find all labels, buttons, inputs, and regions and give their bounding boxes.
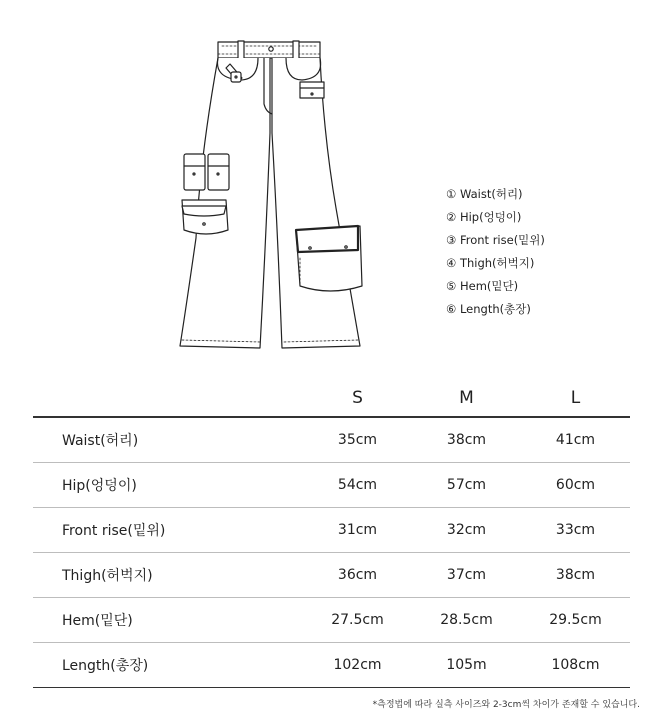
header-size-s: S — [303, 380, 412, 417]
cell-value: 54cm — [303, 463, 412, 508]
header-size-l: L — [521, 380, 630, 417]
legend-item-hip: ② Hip(엉덩이) — [446, 210, 522, 224]
cell-value: 37cm — [412, 553, 521, 598]
cell-value: 41cm — [521, 417, 630, 463]
cell-value: 32cm — [412, 508, 521, 553]
measurement-legend — [446, 183, 545, 321]
cell-value: 35cm — [303, 417, 412, 463]
header-size-m: M — [412, 380, 521, 417]
cell-value: 60cm — [521, 463, 630, 508]
cell-value: 36cm — [303, 553, 412, 598]
table-row — [33, 553, 630, 598]
row-label: Front rise(밑위) — [33, 508, 303, 553]
measurement-note: *측정법에 따라 실측 사이즈와 2-3cm씩 차이가 존재할 수 있습니다. — [372, 700, 640, 710]
header-blank — [33, 380, 303, 417]
waistband — [218, 41, 320, 59]
table-row — [33, 643, 630, 688]
cell-value: 27.5cm — [303, 598, 412, 643]
size-chart-table — [33, 380, 630, 688]
row-label: Thigh(허벅지) — [33, 553, 303, 598]
cargo-pants-illustration — [160, 38, 380, 354]
row-label: Hem(밑단) — [33, 598, 303, 643]
cell-value: 108cm — [521, 643, 630, 688]
legend-item-front-rise: ③ Front rise(밑위) — [446, 233, 545, 247]
right-cargo-pocket — [296, 226, 362, 291]
legend-item-length: ⑥ Length(총장) — [446, 302, 531, 316]
table-header-row — [33, 380, 630, 417]
row-label: Hip(엉덩이) — [33, 463, 303, 508]
cell-value: 38cm — [412, 417, 521, 463]
cell-value: 38cm — [521, 553, 630, 598]
row-label: Waist(허리) — [33, 417, 303, 463]
cell-value: 102cm — [303, 643, 412, 688]
right-leg — [272, 58, 360, 348]
cell-value: 33cm — [521, 508, 630, 553]
legend-item-thigh: ④ Thigh(허벅지) — [446, 256, 535, 270]
right-coin-pocket — [300, 82, 324, 98]
cell-value: 31cm — [303, 508, 412, 553]
cell-value: 57cm — [412, 463, 521, 508]
cell-value: 29.5cm — [521, 598, 630, 643]
table-row — [33, 417, 630, 463]
cell-value: 28.5cm — [412, 598, 521, 643]
legend-item-waist: ① Waist(허리) — [446, 187, 523, 201]
legend-item-hem: ⑤ Hem(밑단) — [446, 279, 519, 293]
table-row — [33, 508, 630, 553]
cell-value: 105m — [412, 643, 521, 688]
row-label: Length(총장) — [33, 643, 303, 688]
table-row — [33, 463, 630, 508]
table-row — [33, 598, 630, 643]
